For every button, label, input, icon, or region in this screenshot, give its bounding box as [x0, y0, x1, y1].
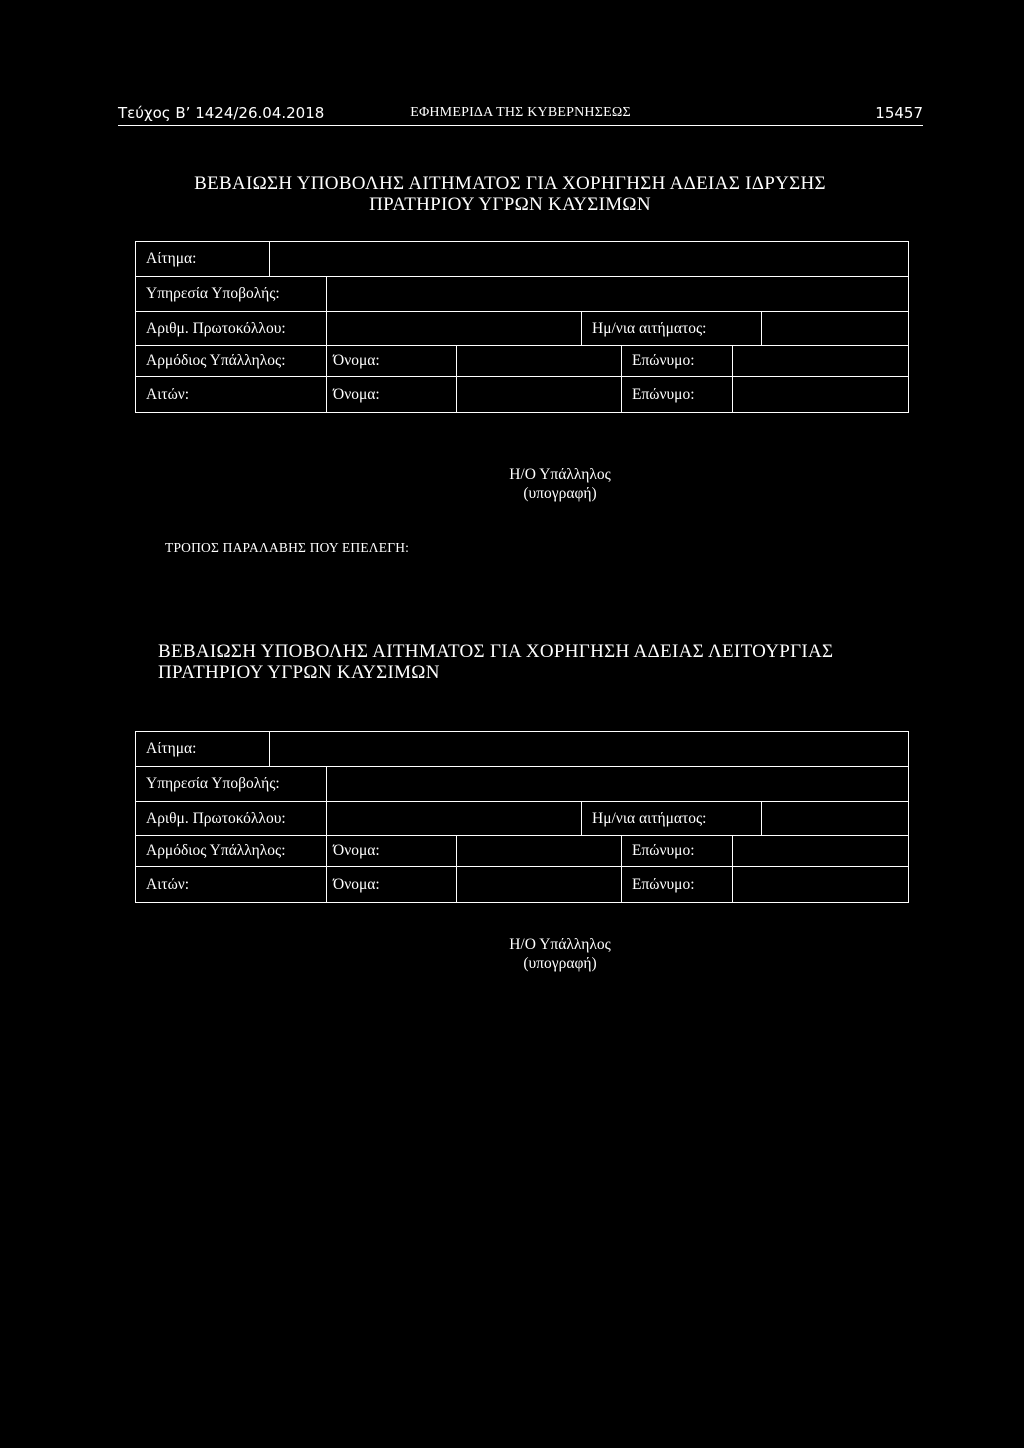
signature-title: Η/Ο Υπάλληλος [509, 466, 611, 483]
section2-title-line1: ΒΕΒΑΙΩΣΗ ΥΠΟΒΟΛΗΣ ΑΙΤΗΜΑΤΟΣ ΓΙΑ ΧΟΡΗΓΗΣΗ ΑΔΕΙΑΣ ΛΕΙΤΟΥΡΓΙΑΣ [158, 641, 834, 662]
employee-name-label: Όνομα: [326, 836, 456, 866]
date-field[interactable] [761, 312, 908, 345]
section1-signature [440, 465, 680, 503]
employee-surname-field[interactable] [732, 346, 908, 376]
employee-surname-field[interactable] [732, 836, 908, 866]
gazette-name: ΕΦΗΜΕΡΙΔΑ ΤΗΣ ΚΥΒΕΡΝΗΣΕΩΣ [410, 105, 631, 120]
employee-name-label: Όνομα: [326, 346, 456, 376]
section2-form [135, 731, 909, 903]
service-field[interactable] [326, 277, 908, 311]
date-label: Ημ/νια αιτήματος: [581, 802, 761, 835]
protocol-label: Αριθμ. Πρωτοκόλλου: [146, 809, 286, 827]
section1-form [135, 241, 909, 413]
applicant-name-field[interactable] [456, 377, 621, 412]
applicant-name-label: Όνομα: [326, 377, 456, 412]
protocol-field[interactable] [326, 312, 581, 345]
request-label: Αίτημα: [146, 250, 197, 267]
section1-title-line1: ΒΕΒΑΙΩΣΗ ΥΠΟΒΟΛΗΣ ΑΙΤΗΜΑΤΟΣ ΓΙΑ ΧΟΡΗΓΗΣΗ ΑΔΕΙΑΣ ΙΔΡΥΣΗΣ [194, 173, 826, 194]
protocol-label: Αριθμ. Πρωτοκόλλου: [146, 319, 286, 337]
applicant-name-field[interactable] [456, 867, 621, 902]
section2-signature [440, 935, 680, 973]
applicant-surname-field[interactable] [732, 377, 908, 412]
section1-title [120, 173, 900, 215]
delivery-method-label: ΤΡΟΠΟΣ ΠΑΡΑΛΑΒΗΣ ΠΟΥ ΕΠΕΛΕΓΗ: [165, 540, 410, 555]
employee-surname-label: Επώνυμο: [621, 346, 732, 376]
page-header [118, 103, 923, 126]
service-row [136, 276, 908, 311]
applicant-surname-label: Επώνυμο: [621, 867, 732, 902]
date-field[interactable] [761, 802, 908, 835]
section2-title [158, 641, 918, 683]
applicant-surname-label: Επώνυμο: [621, 377, 732, 412]
date-label: Ημ/νια αιτήματος: [581, 312, 761, 345]
employee-label: Αρμόδιος Υπάλληλος: [146, 842, 286, 859]
service-field[interactable] [326, 767, 908, 801]
protocol-field[interactable] [326, 802, 581, 835]
request-field[interactable] [269, 242, 908, 276]
service-row [136, 766, 908, 801]
request-row [136, 241, 908, 276]
protocol-row [136, 801, 908, 835]
employee-label: Αρμόδιος Υπάλληλος: [146, 352, 286, 369]
section2-title-line2: ΠΡΑΤΗΡΙΟΥ ΥΓΡΩΝ ΚΑΥΣΙΜΩΝ [158, 662, 440, 683]
employee-name-field[interactable] [456, 836, 621, 866]
page-number: 15457 [875, 104, 923, 122]
request-label: Αίτημα: [146, 740, 197, 757]
employee-row [136, 345, 908, 376]
employee-surname-label: Επώνυμο: [621, 836, 732, 866]
signature-caption: (υπογραφή) [523, 485, 597, 502]
signature-caption: (υπογραφή) [523, 955, 597, 972]
issue-number: Τεύχος Β’ 1424/26.04.2018 [118, 104, 325, 122]
service-label: Υπηρεσία Υποβολής: [146, 775, 280, 792]
employee-name-field[interactable] [456, 346, 621, 376]
applicant-label: Αιτών: [146, 385, 190, 403]
applicant-name-label: Όνομα: [326, 867, 456, 902]
applicant-label: Αιτών: [146, 875, 190, 893]
employee-row [136, 835, 908, 866]
applicant-row [136, 376, 908, 412]
service-label: Υπηρεσία Υποβολής: [146, 285, 280, 302]
applicant-row [136, 866, 908, 902]
protocol-row [136, 311, 908, 345]
request-field[interactable] [269, 732, 908, 766]
applicant-surname-field[interactable] [732, 867, 908, 902]
request-row [136, 731, 908, 766]
section1-title-line2: ΠΡΑΤΗΡΙΟΥ ΥΓΡΩΝ ΚΑΥΣΙΜΩΝ [369, 194, 651, 215]
signature-title: Η/Ο Υπάλληλος [509, 936, 611, 953]
